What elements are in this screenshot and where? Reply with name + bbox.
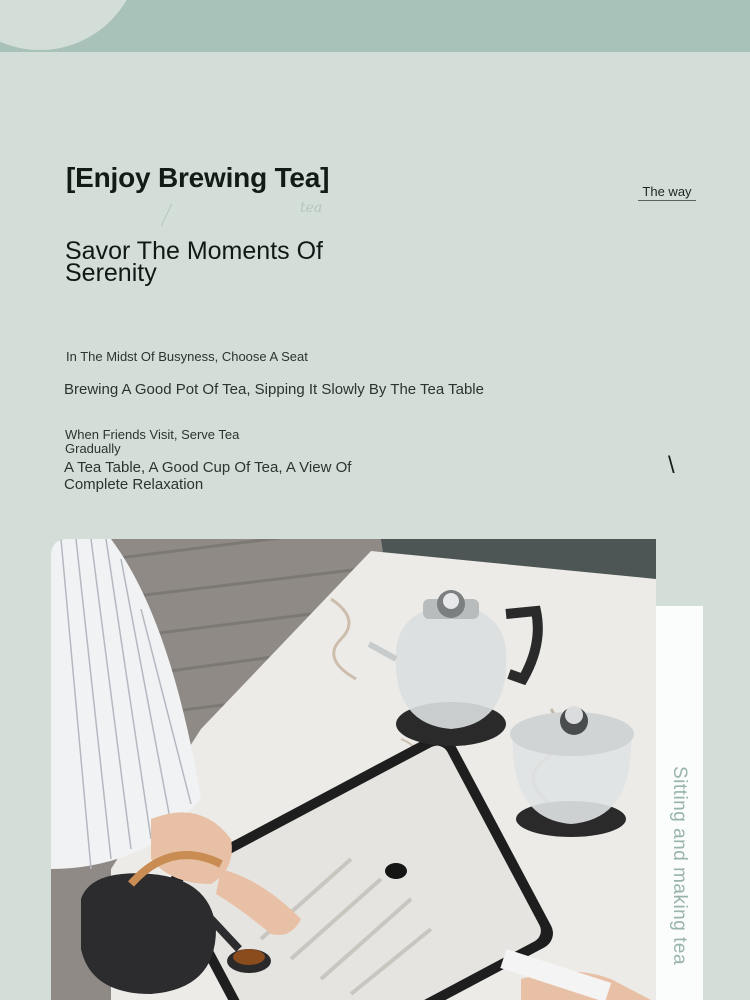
intro-line-1: In The Midst Of Busyness, Choose A Seat [66,349,308,364]
intro-line-2: Brewing A Good Pot Of Tea, Sipping It Slowly By The Tea Table [64,381,484,398]
the-way-tag: The way [638,184,696,201]
subtitle: Savor The Moments Of Serenity [65,237,323,287]
tea-table-photo [51,539,656,1000]
vertical-caption: Sitting and making tea [669,766,690,966]
intro-line-4: A Tea Table, A Good Cup Of Tea, A View Of Complete Relaxation [64,459,352,493]
intro-line-3: When Friends Visit, Serve Tea Gradually [65,427,240,456]
top-banner [0,0,750,52]
script-watermark: tea [300,200,323,216]
script-flourish [161,204,192,226]
banner-curve [0,0,140,50]
decorative-slash: \ [668,452,675,479]
page-title: [Enjoy Brewing Tea] [66,162,330,193]
